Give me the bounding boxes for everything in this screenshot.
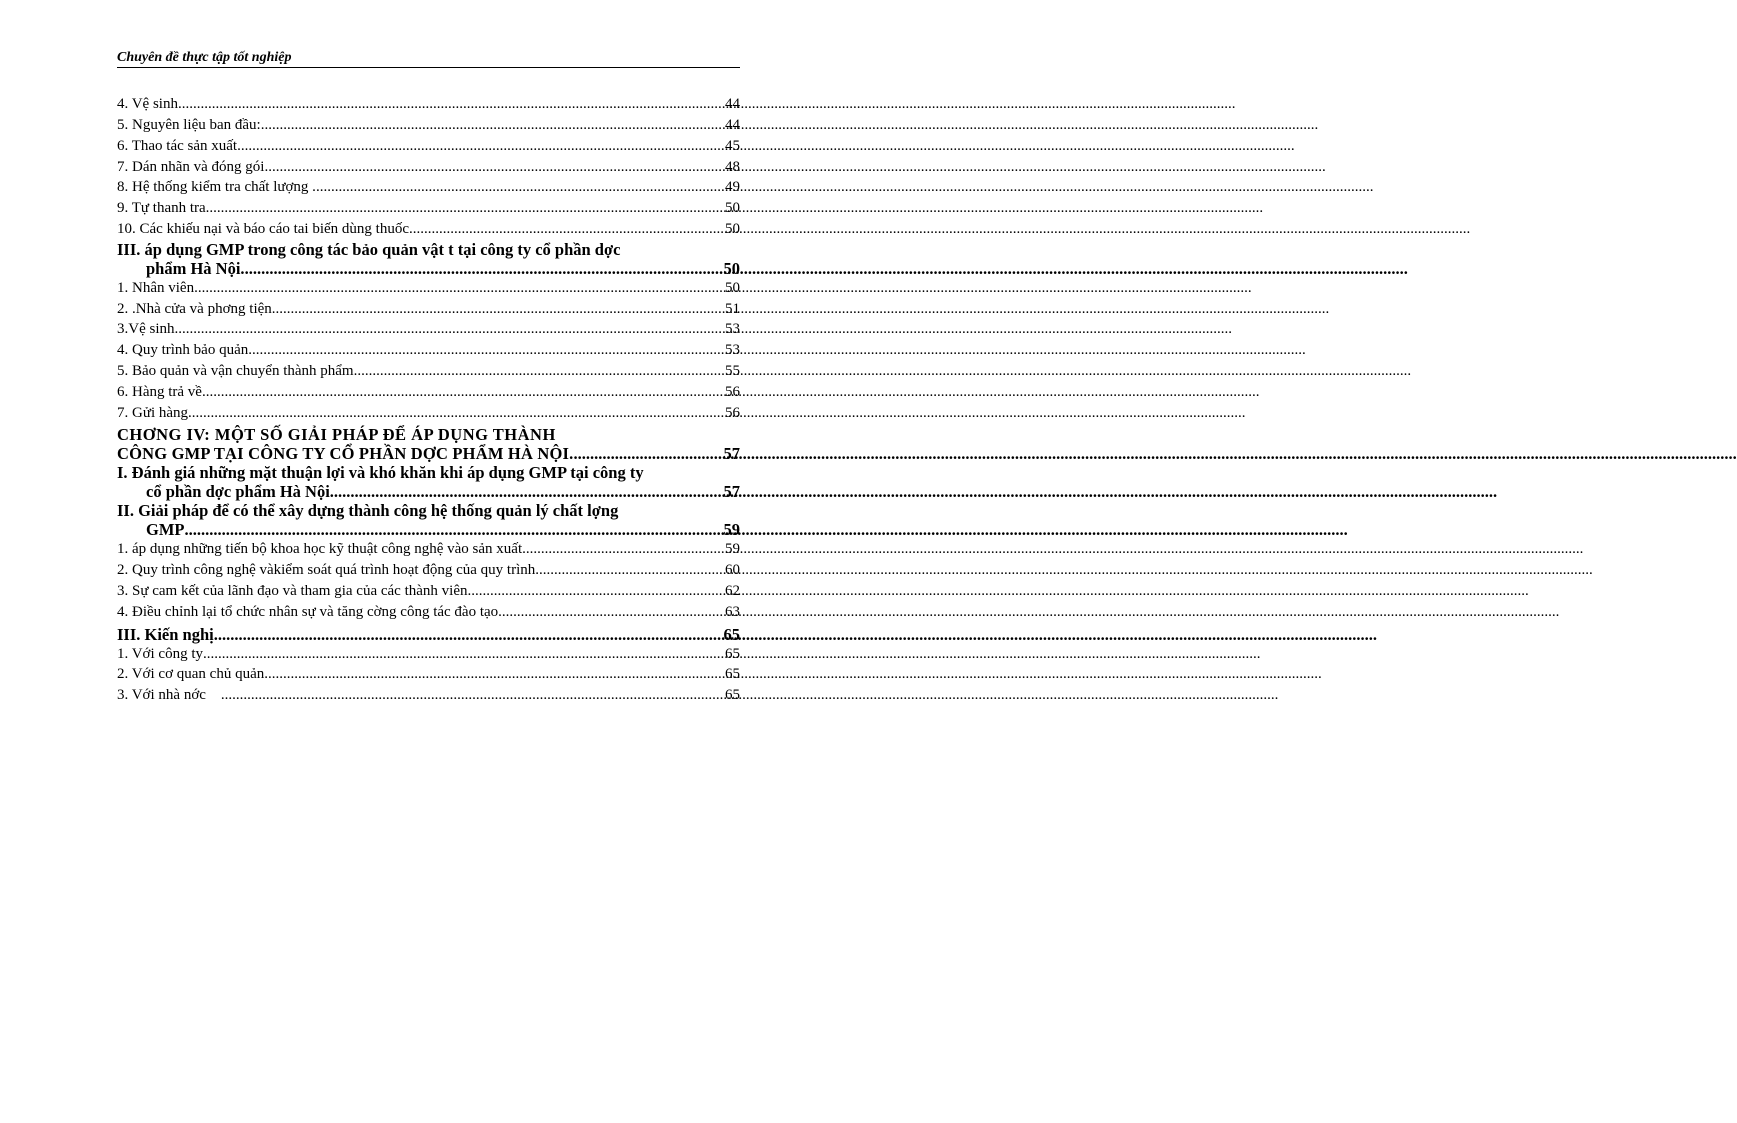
toc-entry-text: 9. Tự thanh tra <box>117 200 206 217</box>
toc-entry <box>117 664 740 685</box>
toc-leader <box>188 403 725 424</box>
toc-page-number: 56 <box>725 383 740 400</box>
toc-entry-text: 2. Quy trình công nghệ vàkiểm soát quá trình hoạt động của quy trình <box>117 562 536 579</box>
toc-leader <box>214 625 724 644</box>
toc-entry-text: 6. Thao tác sản xuất <box>117 137 238 154</box>
toc-page-number: 48 <box>725 158 740 175</box>
toc-entry-text: 10. Các khiếu nại và báo cáo tai biến dùng thuốc. <box>117 220 413 237</box>
toc-section-heading <box>117 623 740 644</box>
toc-section-heading-line2: cổ phần dợc phẩm Hà Nội. <box>146 482 334 502</box>
toc-page-number: 57 <box>723 482 740 502</box>
toc-entry-text: 6. Hàng trả về <box>117 383 202 400</box>
toc-leader <box>272 299 725 320</box>
toc-entry <box>117 560 740 581</box>
toc-leader <box>185 520 724 539</box>
toc-leader <box>261 115 725 136</box>
toc-entry <box>117 340 740 361</box>
toc-chapter-heading <box>117 425 740 463</box>
toc-entry <box>117 319 740 340</box>
toc-leader <box>203 644 725 665</box>
toc-entry-text: 4. Quy trình bảo quản <box>117 342 249 359</box>
toc-entry-text: 2. Với cơ quan chủ quản <box>117 666 265 683</box>
toc-page-number: 44 <box>725 117 740 133</box>
header-title: Chuyên đề thực tập tốt nghiệp <box>117 50 292 65</box>
toc-page-number: 63 <box>725 603 740 620</box>
toc-page-number: 50 <box>725 200 740 217</box>
toc-entry <box>117 157 740 178</box>
toc-leader <box>248 340 725 361</box>
toc-section-heading-line1: II. Giải pháp để có thể xây dựng thành công hệ thống quản lý chất lợng <box>117 501 619 521</box>
toc-page-number: 56 <box>725 404 740 421</box>
toc-page-number: 65 <box>725 666 740 683</box>
toc-entry-text: 4. Điều chỉnh lại tổ chức nhân sự và tăng cờng công tác đào tạo. <box>117 603 502 620</box>
toc-section-heading-line1: I. Đánh giá những mặt thuận lợi và khó khăn khi áp dụng GMP tại công ty <box>117 463 644 483</box>
toc-leader <box>264 664 725 685</box>
toc-entry-text: III. Kiến nghị <box>117 624 214 644</box>
toc-leader <box>471 581 725 602</box>
toc-entry-text: 5. Bảo quản và vận chuyển thành phẩm <box>117 362 354 379</box>
toc-entry <box>117 403 740 424</box>
toc-page-number: 45 <box>725 137 740 154</box>
toc-entry <box>117 539 740 560</box>
toc-page-number: 65 <box>725 645 740 662</box>
toc-page-number: 53 <box>725 342 740 359</box>
toc-leader <box>413 219 725 240</box>
toc-leader <box>334 482 724 501</box>
page-header <box>117 50 740 68</box>
toc-leader <box>526 539 725 560</box>
toc-section-heading-line2: GMP <box>146 520 185 540</box>
toc-entry-text: 3. Với nhà nớc <box>117 687 221 704</box>
toc-leader <box>354 361 725 382</box>
toc-entry-text: 5. Nguyên liệu ban đầu: <box>117 117 261 133</box>
toc-entry-text: 7. Gửi hàng <box>117 404 189 421</box>
toc-leader <box>202 382 725 403</box>
toc-page-number: 59 <box>725 541 740 558</box>
toc-section-heading <box>117 463 740 501</box>
toc-page-number: 44 <box>725 96 740 113</box>
toc-page-number: 62 <box>725 582 740 599</box>
toc-chapter-heading-line2: CÔNG GMP TẠI CÔNG TY CỔ PHẦN DỢC PHẨM HÀ NỘI. <box>117 444 574 464</box>
toc-page-number: 60 <box>725 562 740 579</box>
toc-entry-text: 1. Nhân viên <box>117 279 195 296</box>
toc-entry <box>117 581 740 602</box>
toc-entry <box>117 382 740 403</box>
toc-entry <box>117 177 740 198</box>
toc-leader <box>316 177 725 198</box>
toc-leader <box>574 444 724 463</box>
toc-page-number: 57 <box>723 444 740 464</box>
toc-page-number: 51 <box>725 300 740 317</box>
toc-entry-text: 1. áp dụng những tiến bộ khoa học kỹ thuật công nghệ vào sản xuất. <box>117 541 526 558</box>
toc-leader <box>206 198 725 219</box>
toc-entry-text: 7. Dán nhãn và đóng gói. <box>117 158 269 175</box>
toc-page-number: 65 <box>725 687 740 704</box>
toc-page-number: 59 <box>723 520 740 540</box>
toc-entry <box>117 685 740 706</box>
toc-entry <box>117 96 740 115</box>
toc-entry <box>117 219 740 240</box>
toc-entry <box>117 136 740 157</box>
toc-entry <box>117 115 740 136</box>
toc-leader <box>178 94 725 115</box>
toc-entry-text: 4. Vệ sinh <box>117 96 178 113</box>
toc-entry-text: 3.Vệ sinh <box>117 321 175 338</box>
toc-entry <box>117 198 740 219</box>
toc-page-number: 53 <box>725 321 740 338</box>
toc-section-heading <box>117 240 740 278</box>
toc-leader <box>194 278 725 299</box>
toc-page-number: 65 <box>723 624 740 644</box>
toc-entry <box>117 602 740 623</box>
toc-entry-text: 2. .Nhà cửa và phơng tiện <box>117 300 272 317</box>
toc-entry <box>117 278 740 299</box>
toc-leader <box>268 157 725 178</box>
toc-leader <box>502 602 725 623</box>
toc-leader <box>221 685 725 706</box>
toc-entry-text: 3. Sự cam kết của lãnh đạo và tham gia của các thành viên. <box>117 582 472 599</box>
toc-entry <box>117 361 740 382</box>
toc-page-number: 50 <box>725 279 740 296</box>
toc-section-heading-line1: III. áp dụng GMP trong công tác bảo quản vật t tại công ty cổ phần dợc <box>117 239 621 259</box>
toc-chapter-heading-line1: CHƠNG IV: MỘT SỐ GIẢI PHÁP ĐỂ ÁP DỤNG THÀNH <box>117 425 556 445</box>
toc-page-number: 55 <box>725 362 740 379</box>
toc-leader <box>175 319 726 340</box>
toc-leader <box>535 560 725 581</box>
toc-section-heading-line2: phẩm Hà Nội. <box>146 258 245 278</box>
toc-page-number: 50 <box>725 220 740 237</box>
toc-entry <box>117 644 740 665</box>
toc-leader <box>245 259 724 278</box>
table-of-contents <box>117 96 740 706</box>
toc-entry-text: 1. Với công ty <box>117 645 203 662</box>
toc-section-heading <box>117 501 740 539</box>
toc-leader <box>237 136 725 157</box>
toc-page-number: 49 <box>725 179 740 196</box>
toc-page-number: 50 <box>723 258 740 278</box>
toc-entry <box>117 299 740 320</box>
toc-entry-text: 8. Hệ thống kiểm tra chất lượng . <box>117 179 316 196</box>
